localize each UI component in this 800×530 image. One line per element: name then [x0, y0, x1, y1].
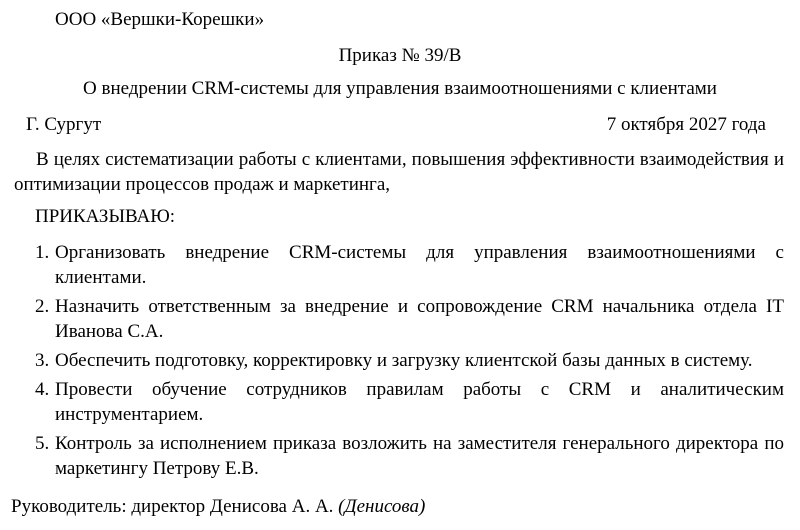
- order-keyword: ПРИКАЗЫВАЮ:: [35, 206, 176, 227]
- signature: (Денисова): [338, 496, 426, 517]
- document-title: Приказ № 39/В: [338, 45, 462, 66]
- order-item-text: Обеспечить подготовку, корректировку и загрузку клиентской базы данных в систему.: [55, 350, 753, 371]
- order-item-number: 4.: [35, 379, 50, 400]
- document-date: 7 октября 2027 года: [606, 114, 766, 135]
- preamble-paragraph: В целях систематизации работы с клиентами, повышения эффективности взаимодействия и оптимизации процессов продаж и маркетинга,: [14, 149, 784, 195]
- order-item: [14, 294, 784, 344]
- document-city: Г. Сургут: [26, 114, 102, 135]
- signature-line: [11, 495, 425, 519]
- order-item: [14, 431, 784, 481]
- order-item-number: 1.: [35, 242, 50, 263]
- order-item-text: Назначить ответственным за внедрение и сопровождение CRM начальника отдела IT Иванова С.А.: [55, 296, 784, 342]
- signatory-label: Руководитель: директор Денисова А. А.: [11, 496, 334, 517]
- order-item-number: 5.: [35, 433, 50, 454]
- order-items-list: [14, 240, 784, 485]
- order-item-number: 2.: [35, 296, 50, 317]
- order-item-text: Провести обучение сотрудников правилам работы с CRM и аналитическим инструментарием.: [55, 379, 784, 425]
- order-item: [14, 377, 784, 427]
- order-item-text: Организовать внедрение CRM-системы для управления взаимоотношениями с клиентами.: [55, 242, 784, 288]
- document-subject: О внедрении CRM-системы для управления взаимоотношениями с клиентами: [83, 78, 717, 99]
- order-item: [14, 348, 784, 373]
- organization-name: ООО «Вершки-Корешки»: [55, 9, 265, 30]
- order-item-text: Контроль за исполнением приказа возложить на заместителя генерального директора по маркетингу Петрову Е.В.: [55, 433, 784, 479]
- order-item: [14, 240, 784, 290]
- order-item-number: 3.: [35, 350, 50, 371]
